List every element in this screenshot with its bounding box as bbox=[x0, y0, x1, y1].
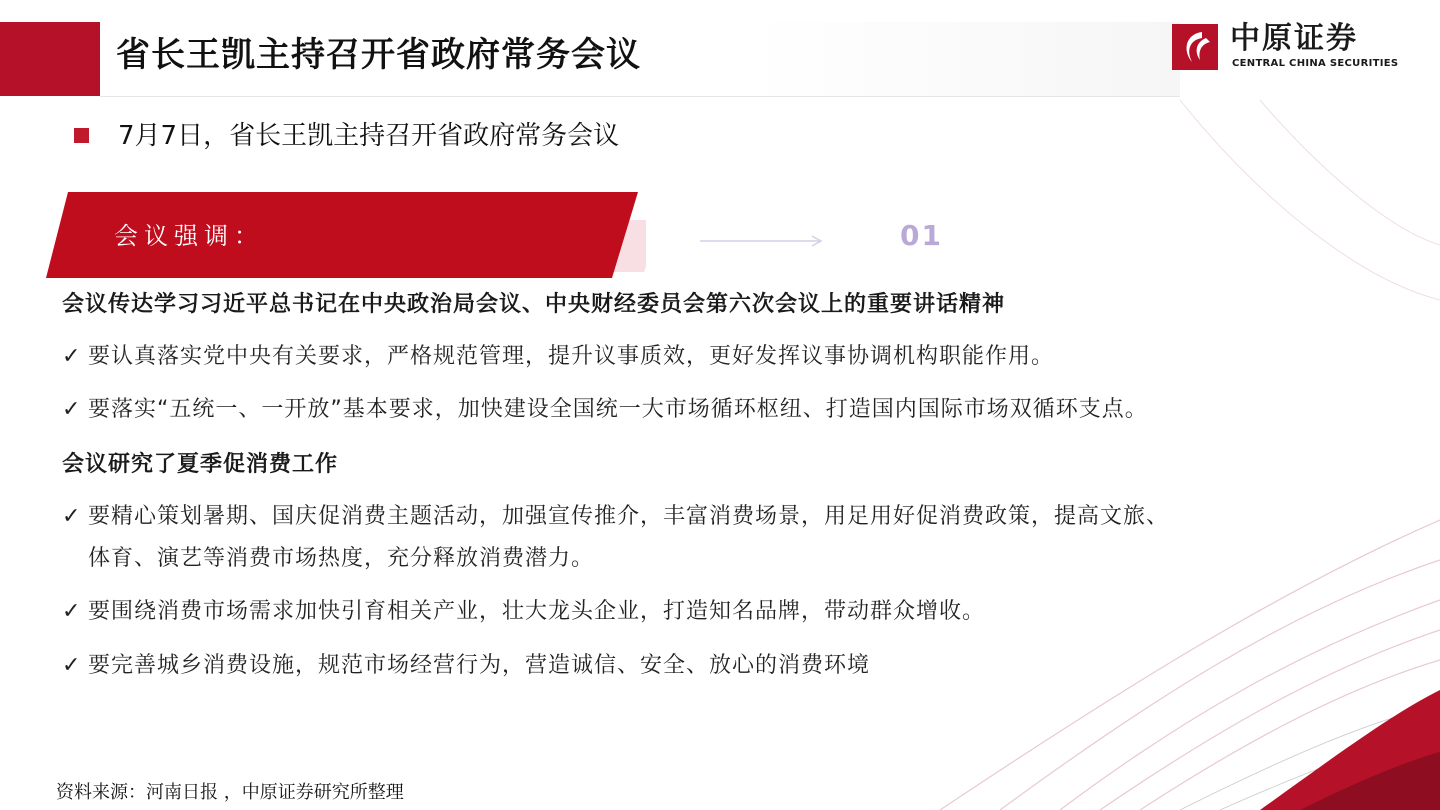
list-item-text: 要认真落实党中央有关要求，严格规范管理，提升议事质效，更好发挥议事协调机构职能作用。 bbox=[88, 344, 1055, 369]
source-note: 资料来源：河南日报 ，中原证券研究所整理 bbox=[56, 782, 404, 803]
list-item-text: 要完善城乡消费设施，规范市场经营行为，营造诚信、安全、放心的消费环境 bbox=[88, 653, 871, 678]
list-item-text: 要落实“五统一、一开放”基本要求，加快建设全国统一大市场循环枢纽、打造国内国际市场双循环支点。 bbox=[88, 397, 1148, 422]
header-accent-bar bbox=[0, 22, 100, 96]
list-item bbox=[62, 336, 1362, 378]
logo-name-cn: 中原证券 bbox=[1230, 21, 1358, 56]
check-icon: ✓ bbox=[62, 599, 82, 624]
page-title: 省长王凯主持召开省政府常务会议 bbox=[116, 35, 641, 75]
bullet-headline: 7月7日，省长王凯主持召开省政府常务会议 bbox=[118, 121, 620, 151]
company-logo bbox=[1172, 20, 1412, 76]
bullet-square-icon bbox=[74, 128, 89, 143]
list-item bbox=[62, 591, 1362, 633]
list-item-text-continued: 体育、演艺等消费市场热度，充分释放消费潜力。 bbox=[88, 546, 595, 571]
section-heading: 会议传达学习习近平总书记在中央政治局会议、中央财经委员会第六次会议上的重要讲话精神 bbox=[62, 292, 1006, 317]
banner-number: 01 bbox=[900, 219, 943, 252]
check-icon: ✓ bbox=[62, 504, 82, 529]
list-item bbox=[62, 389, 1362, 431]
check-icon: ✓ bbox=[62, 344, 82, 369]
logo-mark-icon bbox=[1172, 24, 1218, 70]
check-icon: ✓ bbox=[62, 397, 82, 422]
logo-name-en: CENTRAL CHINA SECURITIES bbox=[1232, 58, 1399, 69]
list-item bbox=[62, 645, 1362, 687]
banner-label: 会议强调： bbox=[114, 222, 264, 250]
list-item bbox=[62, 496, 1362, 580]
list-item-text: 要精心策划暑期、国庆促消费主题活动，加强宣传推介，丰富消费场景，用足用好促消费政策，提高文旅、 bbox=[88, 504, 1170, 529]
list-item-text: 要围绕消费市场需求加快引育相关产业，壮大龙头企业，打造知名品牌，带动群众增收。 bbox=[88, 599, 986, 624]
check-icon: ✓ bbox=[62, 653, 82, 678]
arrow-right-icon bbox=[700, 232, 830, 250]
section-heading: 会议研究了夏季促消费工作 bbox=[62, 452, 339, 477]
